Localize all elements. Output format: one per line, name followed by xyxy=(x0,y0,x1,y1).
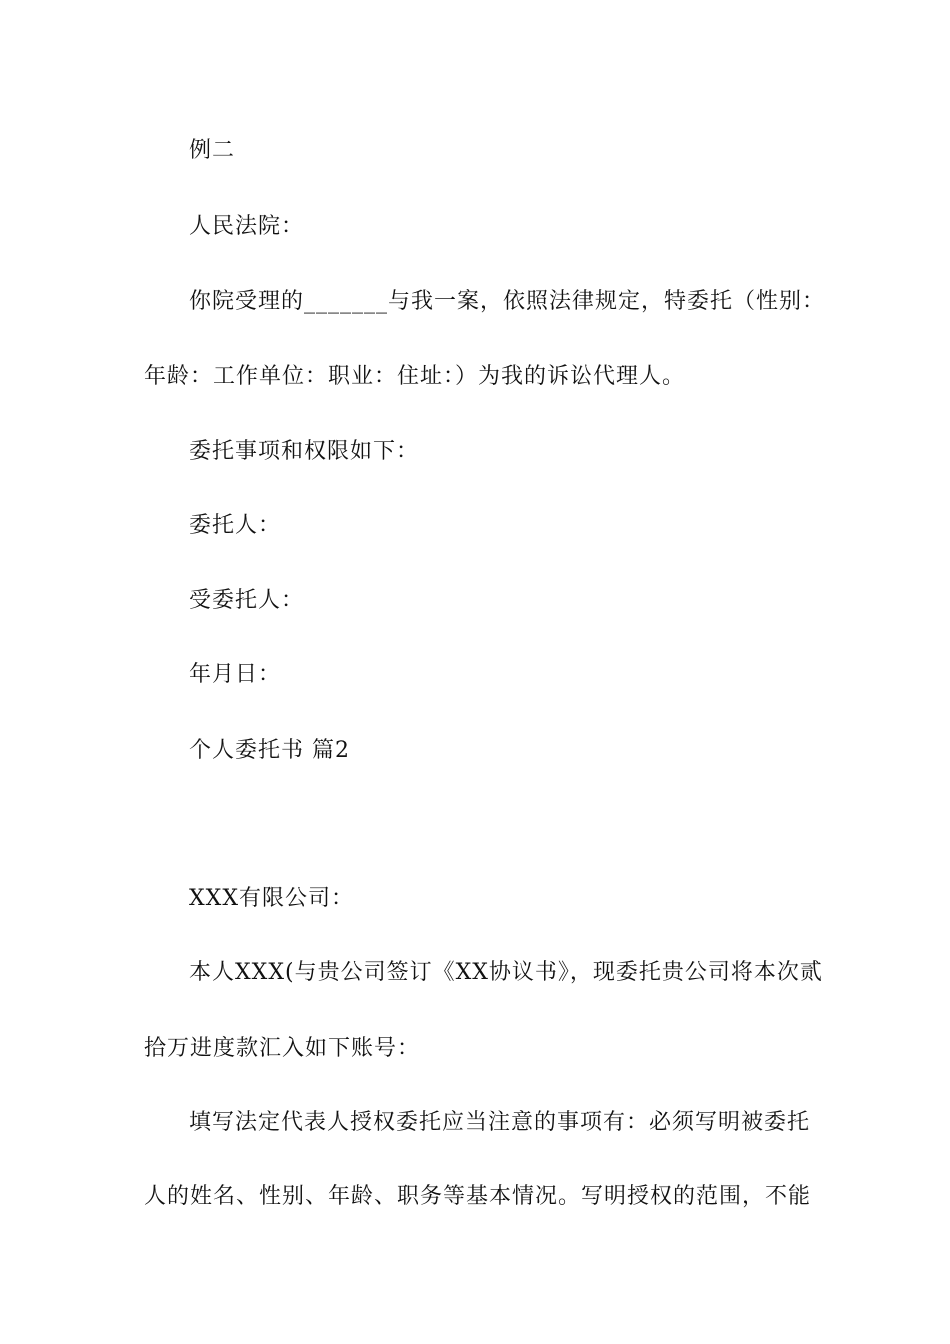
principal-label: 委托人： xyxy=(189,513,282,538)
entrusted-matters-label: 委托事项和权限如下： xyxy=(189,439,420,464)
paragraph-case-line-2: 年龄：工作单位：职业：住址：）为我的诉讼代理人。 xyxy=(144,364,686,389)
paragraph-notes-line-2: 人的姓名、性别、年龄、职务等基本情况。写明授权的范围，不能 xyxy=(144,1184,812,1209)
section-heading-2: 个人委托书 篇2 xyxy=(189,738,350,763)
paragraph-notes-line-1: 填写法定代表人授权委托应当注意的事项有：必须写明被委托 xyxy=(189,1110,811,1135)
date-label: 年月日： xyxy=(189,662,282,687)
agent-label: 受委托人： xyxy=(189,588,305,613)
paragraph-payment-line-1: 本人XXX(与贵公司签订《XX协议书》，现委托贵公司将本次贰 xyxy=(189,960,823,985)
example-two-heading: 例二 xyxy=(189,138,236,163)
company-addressee: XXX有限公司： xyxy=(189,886,354,911)
paragraph-payment-line-2: 拾万进度款汇入如下账号： xyxy=(144,1036,421,1061)
court-addressee: 人民法院： xyxy=(189,214,305,239)
paragraph-case-line-1: 你院受理的_______与我一案，依照法律规定，特委托（性别： xyxy=(189,289,826,314)
